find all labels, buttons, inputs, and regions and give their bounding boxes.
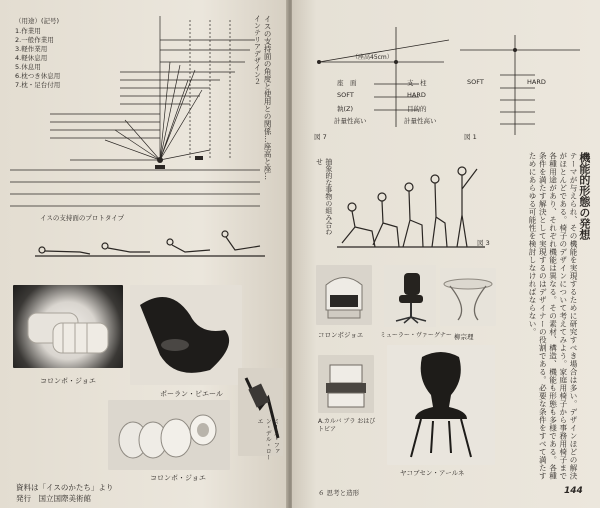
right-vertical-caption: 抽象的な事物の組み合わせ: [315, 158, 333, 235]
diagram-label-7: 計量性高い: [404, 117, 437, 125]
photo-paulin-chair: [130, 285, 242, 385]
body-text: テーマが与えられ、その機能を実現するために研究すべき場合は多い。デザインほどの解決がほとんどである。椅子のデザインについて考えてみよう。家庭用椅子から事務用椅子まで各種用途があり、それぞれ機能は異なる。その素材、構造、機能も形態も多様である。各種条件を満たす解決として実現するのはデザイナーの役割である。必要な条件をすべて満たすためにあらゆる可能性を検討しなければならない。: [528, 152, 578, 480]
right-photo-caption-0: コロンボジョエ: [318, 331, 364, 339]
diagram-label-6: 目的的: [407, 105, 427, 113]
usage-label-2: 2.一般作業用: [15, 36, 54, 44]
usage-label-0: （用途）(記号): [15, 17, 60, 25]
seat-angle-chart: [10, 10, 260, 220]
photo-caption-0: コロンボ・ジョエ: [40, 377, 96, 385]
photo-colombo-sofa: [13, 285, 123, 368]
right-photo-caption-3: A.カルバ ブラ おはびトビア: [318, 418, 376, 433]
usage-label-5: 5.休息用: [15, 63, 41, 71]
left-page: [0, 0, 288, 508]
photo-yanagi-stool: [440, 268, 496, 326]
reclining-figures: [30, 222, 270, 262]
photo-caption-2: コロンボ・ジョエ: [150, 474, 206, 482]
seated-figures: [337, 165, 487, 255]
diagram-label-1: SOFT: [337, 91, 354, 99]
diagram-label-3: 計量性高い: [334, 117, 367, 125]
diagram-label-8: SOFT: [467, 78, 484, 86]
photo-jacobsen-chair: [387, 345, 495, 465]
usage-label-3: 3.軽作業用: [15, 45, 48, 53]
footer-label: ６ 思考と造形: [318, 489, 360, 497]
usage-label-4: 4.軽休息用: [15, 54, 48, 62]
diagram-label-0: 座 面: [337, 79, 357, 87]
photo-colombo-chair: [316, 265, 372, 325]
photo-office-chair: [384, 265, 436, 327]
usage-label-7: 7.枕・足台付用: [15, 81, 61, 89]
usage-label-1: 1.作業用: [15, 27, 41, 35]
diagram-label-9: HARD: [527, 78, 546, 86]
left-vertical-caption: イスの支持面の角度と使用との関係…座高と座…: [263, 15, 273, 180]
photo-caption-3: ミース・ファン・デル・ローエ: [256, 418, 280, 460]
figure-label-0: 図 7: [314, 133, 327, 141]
scale-label: （座高45cm）: [352, 54, 393, 61]
right-page: [292, 0, 600, 508]
source-line-1: 資料は「イスのかたち」より: [16, 483, 114, 492]
left-vertical-caption-2: インテリアデザイン２: [253, 15, 262, 85]
chart-caption: イスの支持面のプロトタイプ: [40, 214, 125, 222]
photo-scarpa-chair: [318, 355, 374, 413]
page-number: 144: [564, 486, 583, 496]
figure-label-1: 図 1: [464, 133, 477, 141]
photo-caption-1: ポーラン・ピエール: [160, 390, 223, 398]
source-line-2: 発行 国立国際美術館: [16, 494, 91, 503]
right-photo-caption-2: 柳宗理: [454, 333, 474, 341]
right-photo-caption-1: ミューラー・ヴァーグナー: [380, 332, 452, 339]
diagram-label-2: 執(Z): [337, 105, 354, 113]
usage-label-6: 6.枕つき休息用: [15, 72, 61, 80]
photo-colombo-tube: [108, 400, 230, 470]
right-photo-caption-4: ヤコブセン・アールネ: [400, 469, 465, 477]
diagram-label-5: HARD: [407, 91, 426, 99]
section-heading: 機能的形態の発想: [577, 152, 591, 240]
diagram-label-4: 支 柱: [407, 79, 427, 87]
figure-label-2: 図 3: [477, 239, 490, 247]
